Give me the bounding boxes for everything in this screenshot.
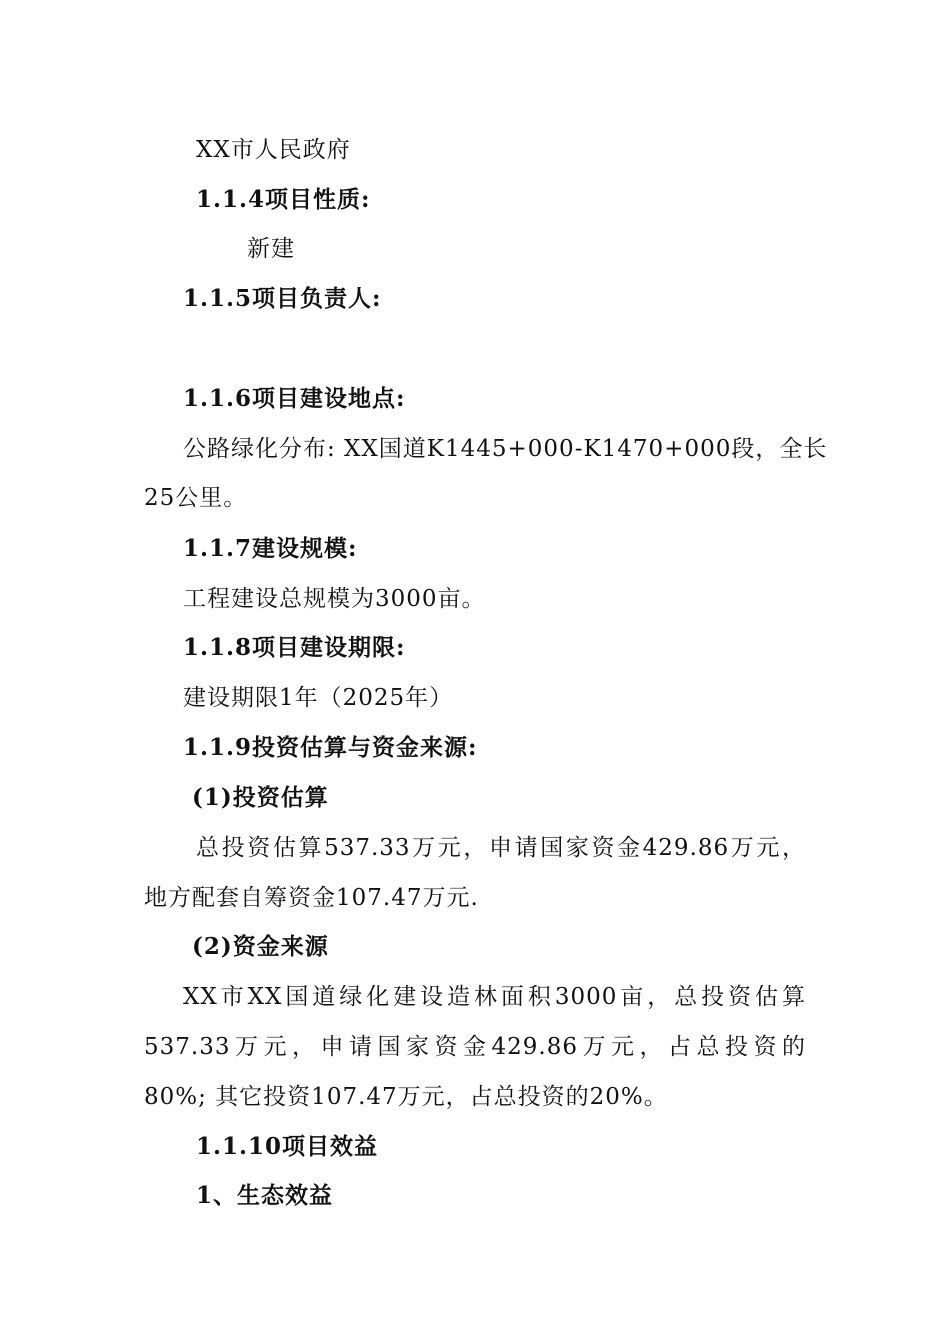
source-line-2: 537.33万元，申请国家资金429.86万元，占总投资的	[144, 1034, 806, 1060]
source-line-1: XX市XX国道绿化建设造林面积3000亩，总投资估算	[183, 984, 806, 1010]
source-line-3: 80%; 其它投资107.47万元，占总投资的20%。	[144, 1084, 668, 1110]
heading-1-1-7: 1.1.7建设规模:	[183, 535, 358, 562]
construction-scale: 工程建设总规模为3000亩。	[183, 586, 486, 612]
subheading-investment-estimate: (1)投资估算	[192, 784, 329, 811]
heading-1-1-4: 1.1.4项目性质:	[196, 186, 371, 213]
heading-1-1-8: 1.1.8项目建设期限:	[183, 634, 406, 661]
heading-1-1-6: 1.1.6项目建设地点:	[183, 385, 406, 412]
heading-1-1-9: 1.1.9投资估算与资金来源:	[183, 734, 478, 761]
ecological-benefit-heading: 1、生态效益	[196, 1182, 334, 1209]
construction-period: 建设期限1年（2025年）	[183, 685, 454, 711]
location-line-2: 25公里。	[144, 485, 248, 511]
heading-1-1-5: 1.1.5项目负责人:	[183, 285, 382, 312]
project-nature: 新建	[247, 236, 295, 262]
estimate-line-1: 总投资估算537.33万元，申请国家资金429.86万元，	[196, 835, 806, 861]
org-line: XX市人民政府	[196, 137, 351, 163]
subheading-funding-source: (2)资金来源	[192, 933, 329, 960]
estimate-line-2: 地方配套自筹资金107.47万元.	[144, 885, 479, 911]
location-line-1: 公路绿化分布: XX国道K1445+000-K1470+000段，全长	[183, 436, 828, 462]
heading-1-1-10: 1.1.10项目效益	[196, 1133, 379, 1160]
